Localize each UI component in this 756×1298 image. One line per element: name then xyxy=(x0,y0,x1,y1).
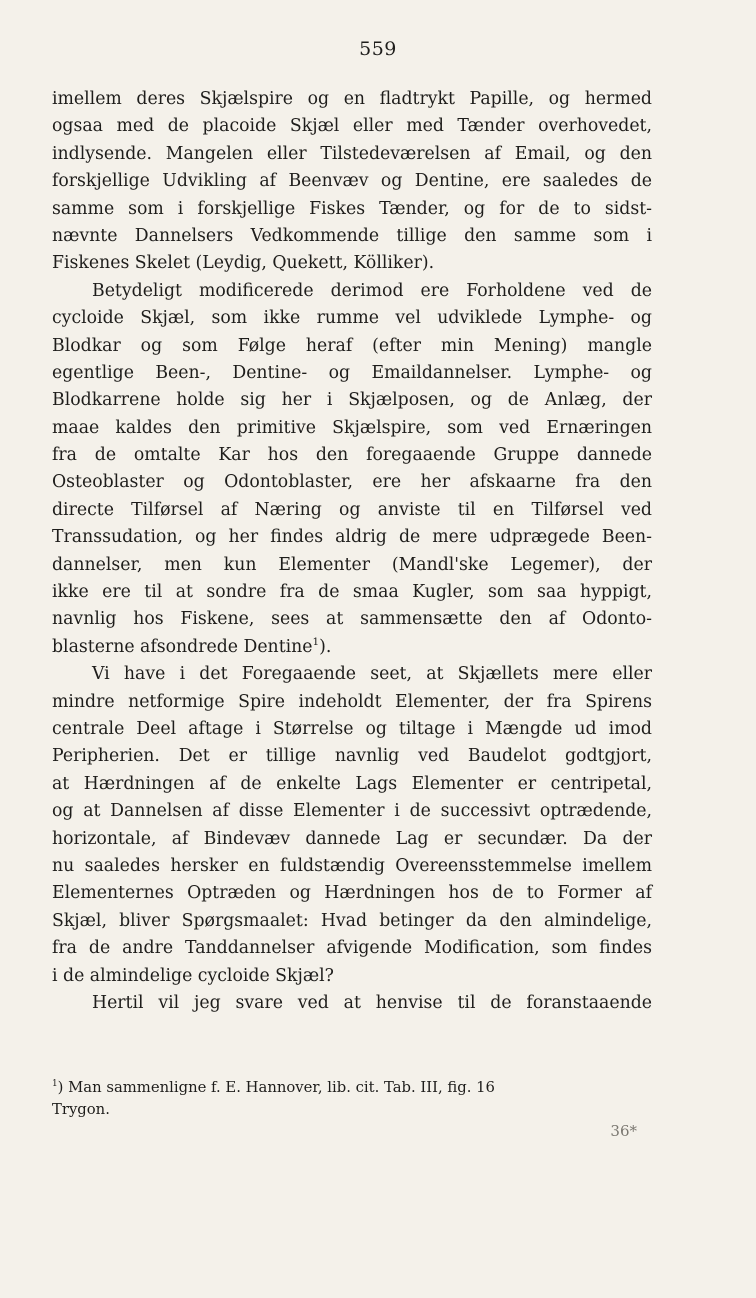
text-line-with-footnote xyxy=(52,634,652,661)
footnote-line xyxy=(52,1077,652,1099)
text-line: Elementernes Optræden og Hærdningen hos de to Former af xyxy=(52,883,652,904)
text-line: Skjæl, bliver Spørgsmaalet: Hvad betinger da den almindelige, xyxy=(52,910,652,931)
footnote-marker: 1 xyxy=(52,1079,58,1090)
text-line: centrale Deel aftage i Størrelse og tiltage i Mængde ud imod xyxy=(52,718,652,739)
text-line: maae kaldes den primitive Skjælspire, som ved Ernæringen xyxy=(52,417,652,438)
sheet-signature: 36* xyxy=(610,1122,637,1140)
text-line: Fiskenes Skelet (Leydig, Quekett, Kölliker). xyxy=(52,253,435,274)
paragraph-start-line: Betydeligt modificerede derimod ere Forholdene ved de xyxy=(92,280,652,301)
text-line-content: blasterne afsondrede Dentine xyxy=(52,636,313,657)
text-line: Blodkar og som Følge heraf (efter min Mening) mangle xyxy=(52,335,652,356)
text-line: ogsaa med de placoide Skjæl eller med Tænder overhovedet, xyxy=(52,116,652,137)
text-line: at Hærdningen af de enkelte Lags Elementer er centripetal, xyxy=(52,773,652,794)
text-line: ikke ere til at sondre fra de smaa Kugler, som saa hyppigt, xyxy=(52,582,652,603)
text-line: Blodkarrene holde sig her i Skjælposen, og de Anlæg, der xyxy=(52,390,652,411)
paragraph-start-line: Vi have i det Foregaaende seet, at Skjællets mere eller xyxy=(92,664,652,685)
text-line: fra de andre Tanddannelser afvigende Modification, som findes xyxy=(52,938,652,959)
text-line: Transsudation, og her findes aldrig de mere udprægede Been- xyxy=(52,527,652,548)
text-line: i de almindelige cycloide Skjæl? xyxy=(52,965,334,986)
text-line: imellem deres Skjælspire og en fladtrykt Papille, og hermed xyxy=(52,89,652,109)
text-line: mindre netformige Spire indeholdt Elementer, der fra Spirens xyxy=(52,691,652,712)
text-line: Peripherien. Det er tillige navnlig ved Baudelot godtgjort, xyxy=(52,746,652,767)
page-number: 559 xyxy=(359,38,397,60)
text-line: indlysende. Mangelen eller Tilstedeværelsen af Email, og den xyxy=(52,143,652,164)
footnote xyxy=(52,1077,652,1121)
text-line: samme som i forskjellige Fiskes Tænder, og for de to sidst- xyxy=(52,198,652,219)
text-line: Osteoblaster og Odontoblaster, ere her afskaarne fra den xyxy=(52,472,652,493)
footnote-reference-suffix: ). xyxy=(319,636,332,657)
text-line: dannelser, men kun Elementer (Mandl'ske Legemer), der xyxy=(52,554,652,575)
text-line: cycloide Skjæl, som ikke rumme vel udviklede Lymphe- og xyxy=(52,308,652,329)
text-line: og at Dannelsen af disse Elementer i de successivt optrædende, xyxy=(52,801,652,822)
footnote-marker-suffix: ) xyxy=(57,1079,64,1096)
text-line: horizontale, af Bindevæv dannede Lag er secundær. Da der xyxy=(52,828,652,849)
footnote-reference[interactable]: 1 xyxy=(312,636,320,649)
body-text xyxy=(52,86,652,1017)
text-line: egentlige Been-, Dentine- og Emaildannelser. Lymphe- og xyxy=(52,362,652,383)
text-line: forskjellige Udvikling af Beenvæv og Dentine, ere saaledes de xyxy=(52,171,652,192)
text-line: nu saaledes hersker en fuldstændig Overeensstemmelse imellem xyxy=(52,855,652,876)
paragraph-start-line: Hertil vil jeg svare ved at henvise til de foranstaaende xyxy=(92,992,652,1013)
footnote-line: Trygon. xyxy=(52,1101,110,1118)
text-line: directe Tilførsel af Næring og anviste til en Tilførsel ved xyxy=(52,499,652,520)
text-line: navnlig hos Fiskene, sees at sammensætte den af Odonto- xyxy=(52,609,652,630)
text-line: fra de omtalte Kar hos den foregaaende Gruppe dannede xyxy=(52,445,652,466)
text-line: nævnte Dannelsers Vedkommende tillige den samme som i xyxy=(52,225,652,246)
footnote-text: Man sammenligne f. E. Hannover, lib. cit. Tab. III, fig. 16 xyxy=(68,1079,495,1096)
